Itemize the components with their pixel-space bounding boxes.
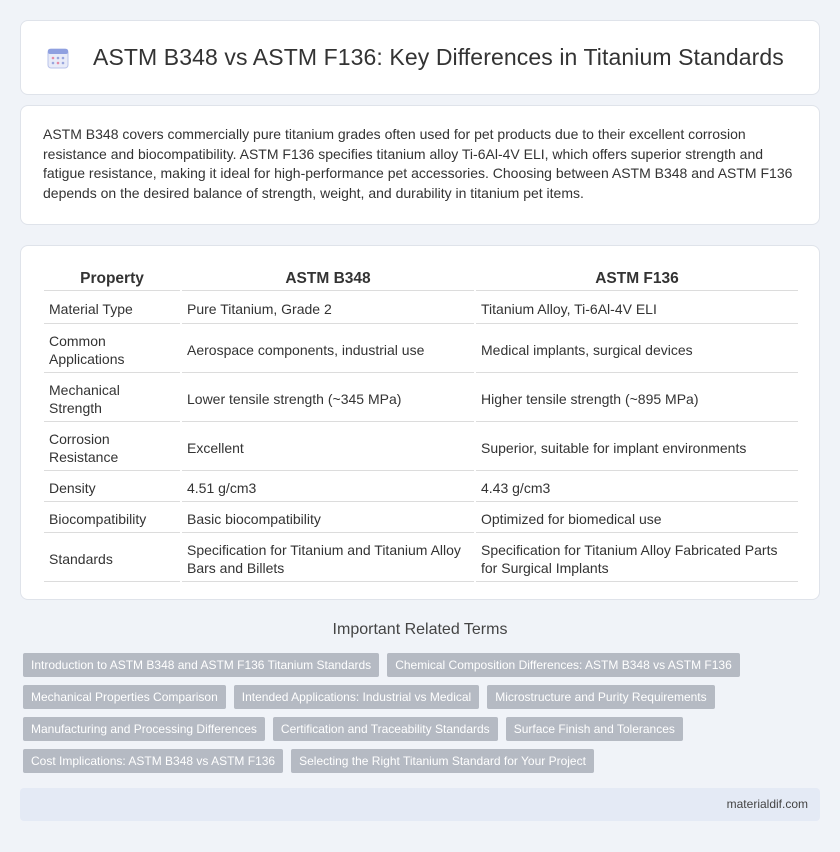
related-term-tag[interactable]: Cost Implications: ASTM B348 vs ASTM F136	[23, 749, 283, 773]
table-row	[44, 473, 798, 502]
f136-cell: Superior, suitable for implant environments	[476, 424, 798, 471]
comparison-table-card	[20, 245, 820, 600]
property-cell: Common Applications	[44, 326, 180, 373]
column-header-astm-b348: ASTM B348	[182, 264, 474, 291]
related-terms-list	[23, 653, 813, 773]
table-row	[44, 424, 798, 471]
related-term-tag[interactable]: Chemical Composition Differences: ASTM B348 vs ASTM F136	[387, 653, 740, 677]
related-terms-title: Important Related Terms	[332, 621, 508, 638]
property-cell: Biocompatibility	[44, 504, 180, 533]
intro-card	[20, 105, 820, 225]
b348-cell: Aerospace components, industrial use	[182, 326, 474, 373]
related-term-tag[interactable]: Surface Finish and Tolerances	[506, 717, 683, 741]
related-term-tag[interactable]: Intended Applications: Industrial vs Medical	[234, 685, 479, 709]
b348-cell: Lower tensile strength (~345 MPa)	[182, 375, 474, 422]
column-header-astm-f136: ASTM F136	[476, 264, 798, 291]
f136-cell: Specification for Titanium Alloy Fabricated Parts for Surgical Implants	[476, 535, 798, 582]
property-cell: Standards	[44, 535, 180, 582]
f136-cell: Optimized for biomedical use	[476, 504, 798, 533]
b348-cell: Excellent	[182, 424, 474, 471]
b348-cell: 4.51 g/cm3	[182, 473, 474, 502]
footer-site-link[interactable]: materialdif.com	[726, 797, 808, 811]
table-row	[44, 375, 798, 422]
property-cell: Corrosion Resistance	[44, 424, 180, 471]
table-header-row	[44, 264, 798, 291]
table-row	[44, 504, 798, 533]
table-row	[44, 535, 798, 582]
property-cell: Material Type	[44, 293, 180, 324]
related-term-tag[interactable]: Introduction to ASTM B348 and ASTM F136 Titanium Standards	[23, 653, 379, 677]
intro-text: ASTM B348 covers commercially pure titanium grades often used for pet products due to their excellent corrosion resistance and biocompatibility. ASTM F136 specifies titanium alloy Ti-6Al-4V ELI, which offers superior strength and fatigue resistance, making it ideal for high-performance pet accessories. Choosing between ASTM B348 and ASTM F136 depends on the desired balance of strength, weight, and durability in titanium pet items.	[43, 126, 793, 201]
related-term-tag[interactable]: Selecting the Right Titanium Standard for Your Project	[291, 749, 594, 773]
f136-cell: Medical implants, surgical devices	[476, 326, 798, 373]
calendar-icon	[45, 45, 71, 71]
b348-cell: Basic biocompatibility	[182, 504, 474, 533]
related-term-tag[interactable]: Mechanical Properties Comparison	[23, 685, 226, 709]
f136-cell: Titanium Alloy, Ti-6Al-4V ELI	[476, 293, 798, 324]
b348-cell: Pure Titanium, Grade 2	[182, 293, 474, 324]
page-title: ASTM B348 vs ASTM F136: Key Differences in Titanium Standards	[93, 44, 784, 70]
b348-cell: Specification for Titanium and Titanium Alloy Bars and Billets	[182, 535, 474, 582]
related-term-tag[interactable]: Manufacturing and Processing Differences	[23, 717, 265, 741]
f136-cell: 4.43 g/cm3	[476, 473, 798, 502]
footer	[20, 788, 820, 821]
table-row	[44, 326, 798, 373]
header-card	[20, 20, 820, 95]
comparison-table	[42, 262, 800, 584]
related-term-tag[interactable]: Certification and Traceability Standards	[273, 717, 498, 741]
f136-cell: Higher tensile strength (~895 MPa)	[476, 375, 798, 422]
related-term-tag[interactable]: Microstructure and Purity Requirements	[487, 685, 714, 709]
property-cell: Density	[44, 473, 180, 502]
property-cell: Mechanical Strength	[44, 375, 180, 422]
table-row	[44, 293, 798, 324]
column-header-property: Property	[44, 264, 180, 291]
